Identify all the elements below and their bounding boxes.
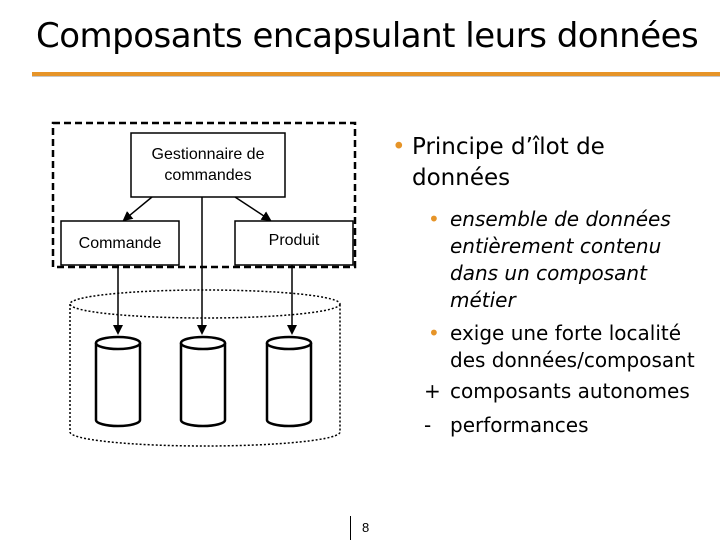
sub-bullet-line3: dans un composant [450, 261, 647, 285]
product-box-label: Produit [268, 232, 320, 249]
pro-text: composants autonomes [450, 379, 690, 403]
database-icon [267, 337, 311, 426]
main-bullet [392, 132, 720, 194]
order-box-label: Commande [78, 235, 162, 252]
con-item [422, 408, 720, 442]
main-bullet-line1: Principe d’îlot de [412, 134, 605, 160]
sub-bullet-line2: entièrement contenu [450, 234, 662, 258]
database-icon [96, 337, 140, 426]
plus-symbol: + [424, 379, 441, 403]
bullet-list [392, 132, 720, 442]
database-icon [181, 337, 225, 426]
sub-bullet-line4: métier [450, 288, 516, 312]
bullet-dot-icon: • [428, 207, 440, 231]
bullet-dot-icon: • [428, 321, 440, 345]
manager-label-line2: commandes [164, 167, 252, 184]
manager-label-line1: Gestionnaire de [151, 146, 265, 163]
manager-box-label [131, 144, 285, 186]
sub-bullet-line1: exige une forte localité [450, 321, 682, 345]
sub-bullet-data-set [422, 206, 720, 314]
sub-bullet-line1: ensemble de données [450, 207, 671, 231]
con-text: performances [450, 413, 589, 437]
pro-item [422, 374, 720, 408]
slide-title: Composants encapsulant leurs données [36, 16, 699, 56]
page-number-divider [350, 516, 351, 540]
arrow-manager-to-order [124, 197, 152, 220]
sub-bullet-locality [422, 320, 720, 374]
bullet-dot-icon: • [392, 134, 406, 160]
arrow-manager-to-product [235, 197, 270, 220]
main-bullet-line2: données [412, 165, 511, 191]
page-number: 8 [362, 520, 370, 535]
minus-symbol: - [424, 413, 432, 437]
sub-bullet-line2: des données/composant [450, 348, 695, 372]
